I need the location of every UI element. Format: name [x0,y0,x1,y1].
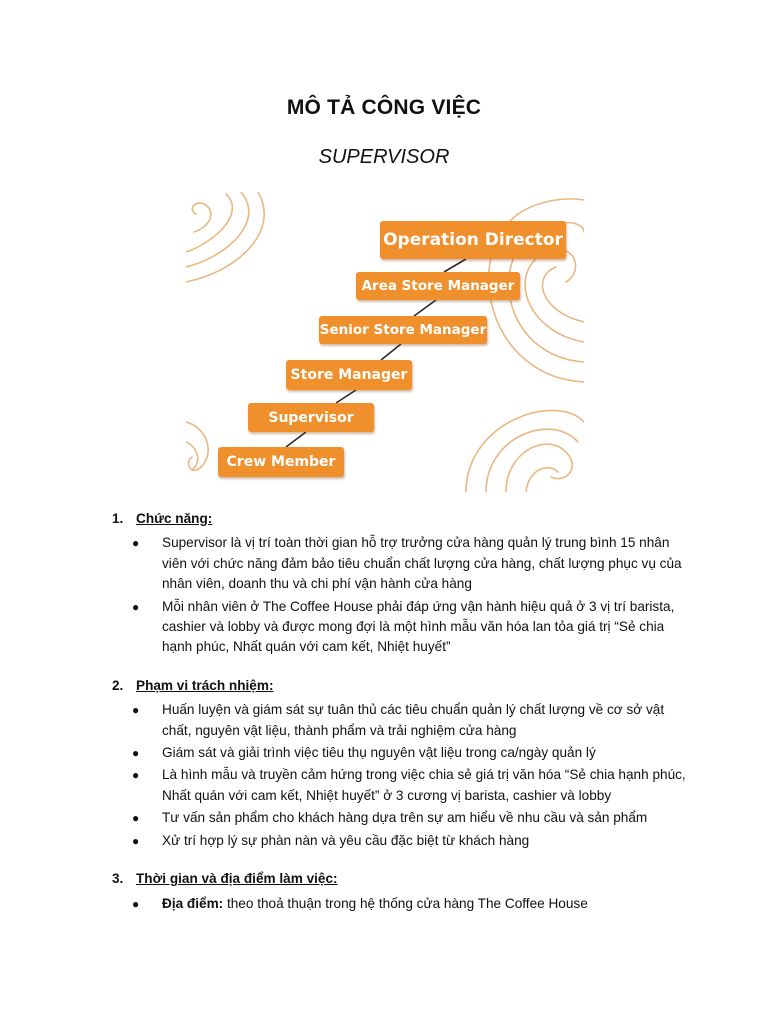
bullet-icon: ● [132,811,140,826]
bullet-icon: ● [132,833,140,848]
page-title: MÔ TẢ CÔNG VIỆC [286,96,482,119]
org-box-area-store-manager: Area Store Manager [356,272,520,300]
list-item: ● Mỗi nhân viên ở The Coffee House phải đáp ứng vận hành hiệu quả ở 3 vị trí barista, cashier và lobby và được mong đợi là một hình mẫu văn hóa lan tỏa giá trị “Sẻ chia hạnh phúc, Nhất quán với cam kết, Nhiệt huyết” [132,598,675,655]
org-chart [186,192,584,492]
bullet-icon: ● [132,703,140,718]
org-box-crew-member: Crew Member [218,447,344,477]
section-number: 2. [112,677,124,693]
bullet-list [112,533,692,657]
org-box-supervisor: Supervisor [248,403,374,432]
section-number: 3. [112,871,124,887]
list-item: ● Giám sát và giải trình việc tiêu thụ nguyên vật liệu trong ca/ngày quản lý [112,743,692,763]
section-responsibilities [112,676,692,851]
list-item: ● Huấn luyện và giám sát sự tuân thủ các tiêu chuẩn quản lý chất lượng về cơ sở vật chất, nguyên vật liệu, thành phẩm và trải nghiệm cửa hàng [132,702,665,738]
job-description-body [112,509,692,932]
org-box-senior-store-manager: Senior Store Manager [319,316,487,344]
bullet-icon: ● [132,896,140,911]
bullet-icon: ● [132,768,140,783]
section-functions [112,509,692,658]
section-time-location [112,869,692,914]
section-heading: Thời gian và địa điểm làm việc: [136,871,338,887]
section-number: 1. [112,511,124,526]
bullet-icon: ● [132,599,140,614]
page-subtitle: SUPERVISOR [318,146,450,168]
bullet-list [112,700,692,851]
bullet-icon: ● [132,536,140,551]
bullet-icon: ● [132,746,140,761]
org-box-store-manager: Store Manager [286,360,412,390]
org-box-operation-director: Operation Director [380,221,566,259]
list-item: ● Xử trí hợp lý sự phàn nàn và yêu cầu đặc biệt từ khách hàng [112,831,692,851]
list-item: ● Là hình mẫu và truyền cảm hứng trong việc chia sẻ giá trị văn hóa “Sẻ chia hạnh phúc, Nhất quán với cam kết, Nhiệt huyết” ở 3 cương vị barista, cashier và lobby [132,767,686,803]
section-heading: Phạm vi trách nhiệm: [136,677,274,693]
list-item: ● Tư vấn sản phẩm cho khách hàng dựa trên sự am hiểu về nhu cầu và sản phẩm [112,808,692,828]
list-item: ● Supervisor là vị trí toàn thời gian hỗ trợ trưởng cửa hàng quản lý trung bình 15 nhân viên với chức năng đảm bảo tiêu chuẩn chất lượng cửa hàng, chất lượng phục vụ của nhân viên, doanh thu và chi phí vận hành cửa hàng [132,535,682,592]
list-item: ● Địa điểm: theo thoả thuận trong hệ thống cửa hàng The Coffee House [112,894,692,914]
section-heading: Chức năng: [136,511,213,526]
item-label: Địa điểm: [162,895,224,911]
bullet-list [112,894,692,914]
